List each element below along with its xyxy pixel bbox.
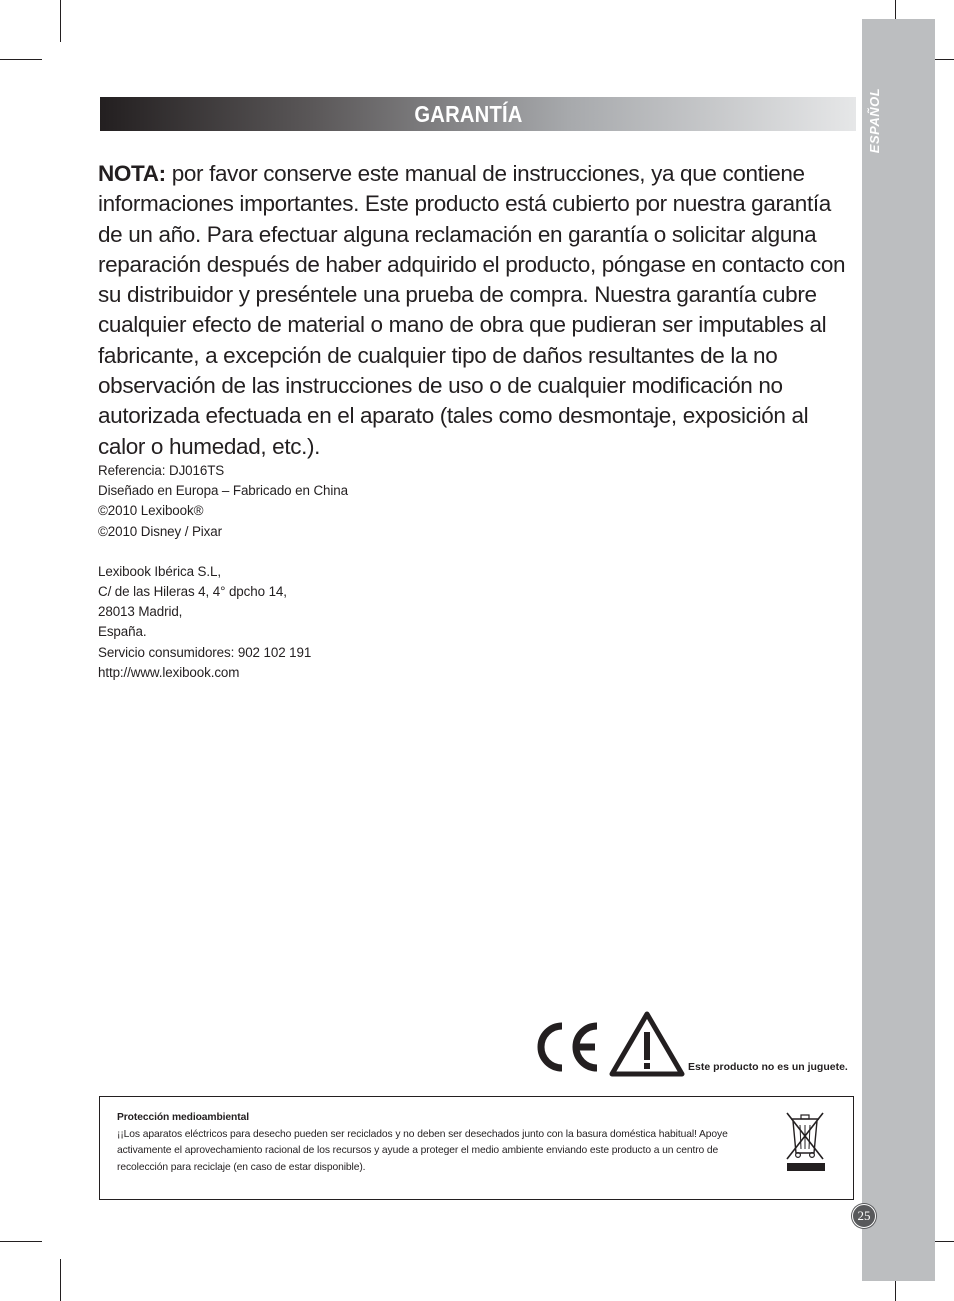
website-link[interactable]: http://www.lexibook.com (98, 664, 240, 680)
crossed-out-wheelie-bin-icon (783, 1107, 829, 1173)
origin-line: Diseñado en Europa – Fabricado en China (98, 483, 348, 499)
crop-mark (60, 1259, 61, 1301)
warranty-body: por favor conserve este manual de instrucciones, ya que contiene informaciones importantes. Este producto está cubierto por nuestra garantía de un año. Para efectuar alguna reclamación en garantía o solicitar alguna reparación después de haber adquirido el producto, póngase en contacto con su distribuidor y preséntele una prueba de compra. Nuestra garantía cubre cualquier efecto de material o mano de obra que pudieran ser imputables al fabricante, a excepción de cualquier tipo de daños resultantes de la no observación de las instrucciones de uso o de cualquier modificación no autorizada efectuada en el aparato (tales como desmontaje, exposición al calor o humedad, etc.). (98, 161, 846, 459)
crop-mark (60, 0, 61, 42)
copyright-lexibook-line: ©2010 Lexibook® (98, 503, 204, 519)
language-label (861, 80, 889, 160)
spacer (98, 542, 518, 562)
language-label-text: ESPAÑOL (867, 87, 883, 153)
city-line: 28013 Madrid, (98, 604, 183, 620)
ce-mark-icon (533, 1018, 601, 1076)
environment-notice-box (99, 1096, 854, 1200)
page-title: GARANTÍA (413, 100, 523, 127)
environment-notice (117, 1110, 757, 1176)
not-a-toy-notice: Este producto no es un juguete. (688, 1061, 848, 1073)
phone-line: Servicio consumidores: 902 102 191 (98, 644, 312, 660)
section-header (100, 97, 856, 131)
copyright-disney-line: ©2010 Disney / Pixar (98, 523, 222, 539)
company-line: Lexibook Ibérica S.L, (98, 563, 221, 579)
environment-title: Protección medioambiental (117, 1112, 249, 1123)
product-info-block (98, 461, 518, 683)
reference-line: Referencia: DJ016TS (98, 463, 225, 478)
page-number-badge: 25 (852, 1204, 876, 1228)
language-side-tab (862, 19, 935, 1281)
environment-text: ¡¡Los aparatos eléctricos para desecho pueden ser reciclados y no deben ser desechados junto con la basura doméstica habitual! Apoye activamente el aprovechamiento racional de los recursos y ayude a proteger el medio ambiente enviando este producto a un centro de recolección para reciclaje (en caso de estar disponible). (117, 1128, 728, 1173)
crop-mark (0, 59, 42, 60)
warning-triangle-icon (609, 1010, 685, 1078)
warranty-paragraph (98, 159, 858, 462)
crop-mark (0, 1241, 42, 1242)
nota-lead: NOTA: (98, 161, 166, 186)
street-line: C/ de las Hileras 4, 4° dpcho 14, (98, 584, 287, 600)
country-line: España. (98, 624, 147, 640)
